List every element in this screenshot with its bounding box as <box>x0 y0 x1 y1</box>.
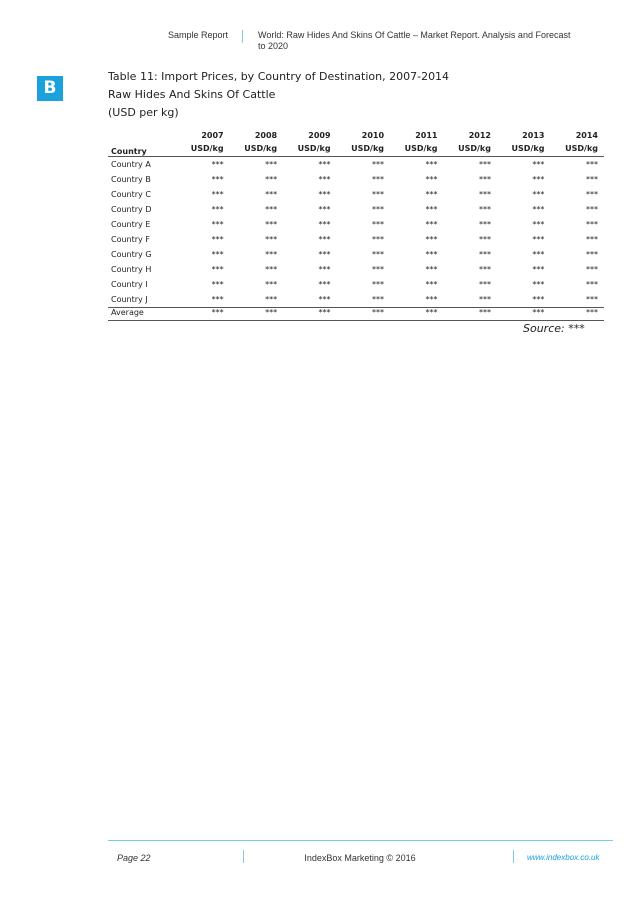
price-cell: *** <box>478 280 491 289</box>
table-row <box>108 187 604 202</box>
price-cell: *** <box>318 280 331 289</box>
price-cell: *** <box>586 250 598 259</box>
price-cell: *** <box>425 220 438 229</box>
country-name: Country H <box>111 265 152 274</box>
price-cell: *** <box>425 250 438 259</box>
country-name: Country A <box>111 160 151 169</box>
country-name: Country J <box>111 295 148 304</box>
year-header: 2012 <box>468 131 491 140</box>
import-prices-table <box>108 123 604 321</box>
price-cell: *** <box>372 190 385 199</box>
price-cell: *** <box>372 220 385 229</box>
price-cell: *** <box>425 205 438 214</box>
table-subtitle: Raw Hides And Skins Of Cattle <box>108 88 276 101</box>
table-title: Table 11: Import Prices, by Country of Destination, 2007-2014 <box>108 70 450 83</box>
header-report-type: Sample Report <box>167 30 228 40</box>
country-name: Country F <box>111 235 150 244</box>
footer-divider <box>108 840 613 841</box>
price-cell: *** <box>425 160 438 169</box>
price-cell: *** <box>265 160 278 169</box>
price-cell: *** <box>265 295 278 304</box>
unit-header: USD/kg <box>283 140 336 157</box>
price-cell: *** <box>265 235 278 244</box>
price-cell: *** <box>372 205 385 214</box>
footer-separator <box>243 850 244 863</box>
price-cell: *** <box>586 295 598 304</box>
year-header: 2009 <box>308 131 331 140</box>
price-cell: *** <box>211 160 224 169</box>
price-cell: *** <box>265 280 278 289</box>
price-cell: *** <box>372 280 385 289</box>
price-cell: *** <box>211 280 224 289</box>
source-note: Source: *** <box>523 322 585 335</box>
price-cell: *** <box>265 190 278 199</box>
price-cell: *** <box>532 250 545 259</box>
unit-header: USD/kg <box>176 140 229 157</box>
header-separator <box>242 30 243 43</box>
price-cell: *** <box>318 160 331 169</box>
table-titles <box>108 68 449 122</box>
price-cell: *** <box>265 220 278 229</box>
year-header: 2010 <box>361 131 385 140</box>
price-cell: *** <box>211 205 224 214</box>
country-name: Country G <box>111 250 152 259</box>
table-row <box>108 202 604 217</box>
price-cell: *** <box>211 250 224 259</box>
price-cell: *** <box>372 250 385 259</box>
price-cell: *** <box>478 205 491 214</box>
header-report-title: World: Raw Hides And Skins Of Cattle – Market Report. Analysis and Forecast to 2020 <box>258 30 571 51</box>
unit-header: USD/kg <box>230 140 283 157</box>
unit-header: USD/kg <box>550 140 604 157</box>
price-cell: *** <box>425 265 438 274</box>
country-name: Country I <box>111 280 148 289</box>
unit-header: USD/kg <box>443 140 496 157</box>
table-row <box>108 292 604 308</box>
footer-separator <box>513 850 514 863</box>
price-cell: *** <box>211 220 224 229</box>
price-cell: *** <box>318 250 331 259</box>
price-cell: *** <box>532 205 545 214</box>
price-cell: *** <box>532 190 545 199</box>
price-cell: *** <box>318 235 331 244</box>
brand-logo-icon: B <box>37 76 63 101</box>
price-cell: *** <box>318 295 331 304</box>
price-cell: *** <box>265 205 278 214</box>
year-header: 2013 <box>522 131 545 140</box>
price-cell: *** <box>478 175 491 184</box>
footer-copyright: IndexBox Marketing © 2016 <box>304 853 416 863</box>
country-name: Country E <box>111 220 151 229</box>
price-cell: *** <box>283 308 336 321</box>
table-row <box>108 232 604 247</box>
unit-header-row <box>108 140 604 157</box>
country-name: Country D <box>111 205 152 214</box>
price-cell: *** <box>230 308 283 321</box>
price-cell: *** <box>586 235 598 244</box>
price-cell: *** <box>265 175 278 184</box>
unit-header: USD/kg <box>390 140 443 157</box>
price-cell: *** <box>532 160 545 169</box>
price-cell: *** <box>425 235 438 244</box>
price-cell: *** <box>532 175 545 184</box>
price-cell: *** <box>372 235 385 244</box>
country-name: Country B <box>111 175 151 184</box>
price-cell: *** <box>372 160 385 169</box>
price-cell: *** <box>211 190 224 199</box>
table-row <box>108 247 604 262</box>
table-row <box>108 157 604 173</box>
price-cell: *** <box>532 235 545 244</box>
price-cell: *** <box>372 265 385 274</box>
price-cell: *** <box>211 235 224 244</box>
price-cell: *** <box>478 295 491 304</box>
price-cell: *** <box>265 250 278 259</box>
price-cell: *** <box>532 295 545 304</box>
price-cell: *** <box>211 295 224 304</box>
price-cell: *** <box>372 295 385 304</box>
average-row <box>108 308 604 321</box>
unit-header: USD/kg <box>497 140 550 157</box>
price-cell: *** <box>425 280 438 289</box>
price-cell: *** <box>532 265 545 274</box>
price-cell: *** <box>478 250 491 259</box>
country-column-header: Country <box>108 123 176 157</box>
price-cell: *** <box>586 205 598 214</box>
price-cell: *** <box>586 220 598 229</box>
price-cell: *** <box>211 175 224 184</box>
price-cell: *** <box>425 295 438 304</box>
table-row <box>108 277 604 292</box>
price-cell: *** <box>425 190 438 199</box>
year-header: 2011 <box>415 131 438 140</box>
price-cell: *** <box>211 265 224 274</box>
table-units: (USD per kg) <box>108 106 179 119</box>
price-cell: *** <box>586 160 598 169</box>
table-row <box>108 262 604 277</box>
table-row <box>108 172 604 187</box>
page-number: Page 22 <box>117 853 151 863</box>
year-header-row <box>108 123 604 140</box>
country-name: Average <box>108 308 176 321</box>
price-cell: *** <box>265 265 278 274</box>
price-cell: *** <box>478 235 491 244</box>
country-name: Country C <box>111 190 151 199</box>
price-cell: *** <box>425 175 438 184</box>
price-cell: *** <box>550 308 604 321</box>
price-cell: *** <box>586 175 598 184</box>
price-cell: *** <box>318 205 331 214</box>
price-cell: *** <box>497 308 550 321</box>
unit-header: USD/kg <box>337 140 390 157</box>
price-cell: *** <box>318 220 331 229</box>
price-cell: *** <box>478 220 491 229</box>
price-cell: *** <box>478 190 491 199</box>
price-cell: *** <box>586 190 598 199</box>
price-cell: *** <box>586 265 598 274</box>
year-header: 2014 <box>575 131 598 140</box>
price-cell: *** <box>337 308 390 321</box>
table-row <box>108 217 604 232</box>
price-cell: *** <box>532 280 545 289</box>
price-cell: *** <box>318 190 331 199</box>
price-cell: *** <box>478 265 491 274</box>
price-cell: *** <box>478 160 491 169</box>
table-body <box>108 157 604 321</box>
price-cell: *** <box>318 175 331 184</box>
price-cell: *** <box>176 308 229 321</box>
year-header: 2008 <box>254 131 278 140</box>
footer-website-link[interactable]: www.indexbox.co.uk <box>527 853 600 862</box>
price-cell: *** <box>586 280 598 289</box>
price-cell: *** <box>318 265 331 274</box>
price-cell: *** <box>532 220 545 229</box>
price-cell: *** <box>390 308 443 321</box>
year-header: 2007 <box>201 131 224 140</box>
price-cell: *** <box>443 308 496 321</box>
price-cell: *** <box>372 175 385 184</box>
